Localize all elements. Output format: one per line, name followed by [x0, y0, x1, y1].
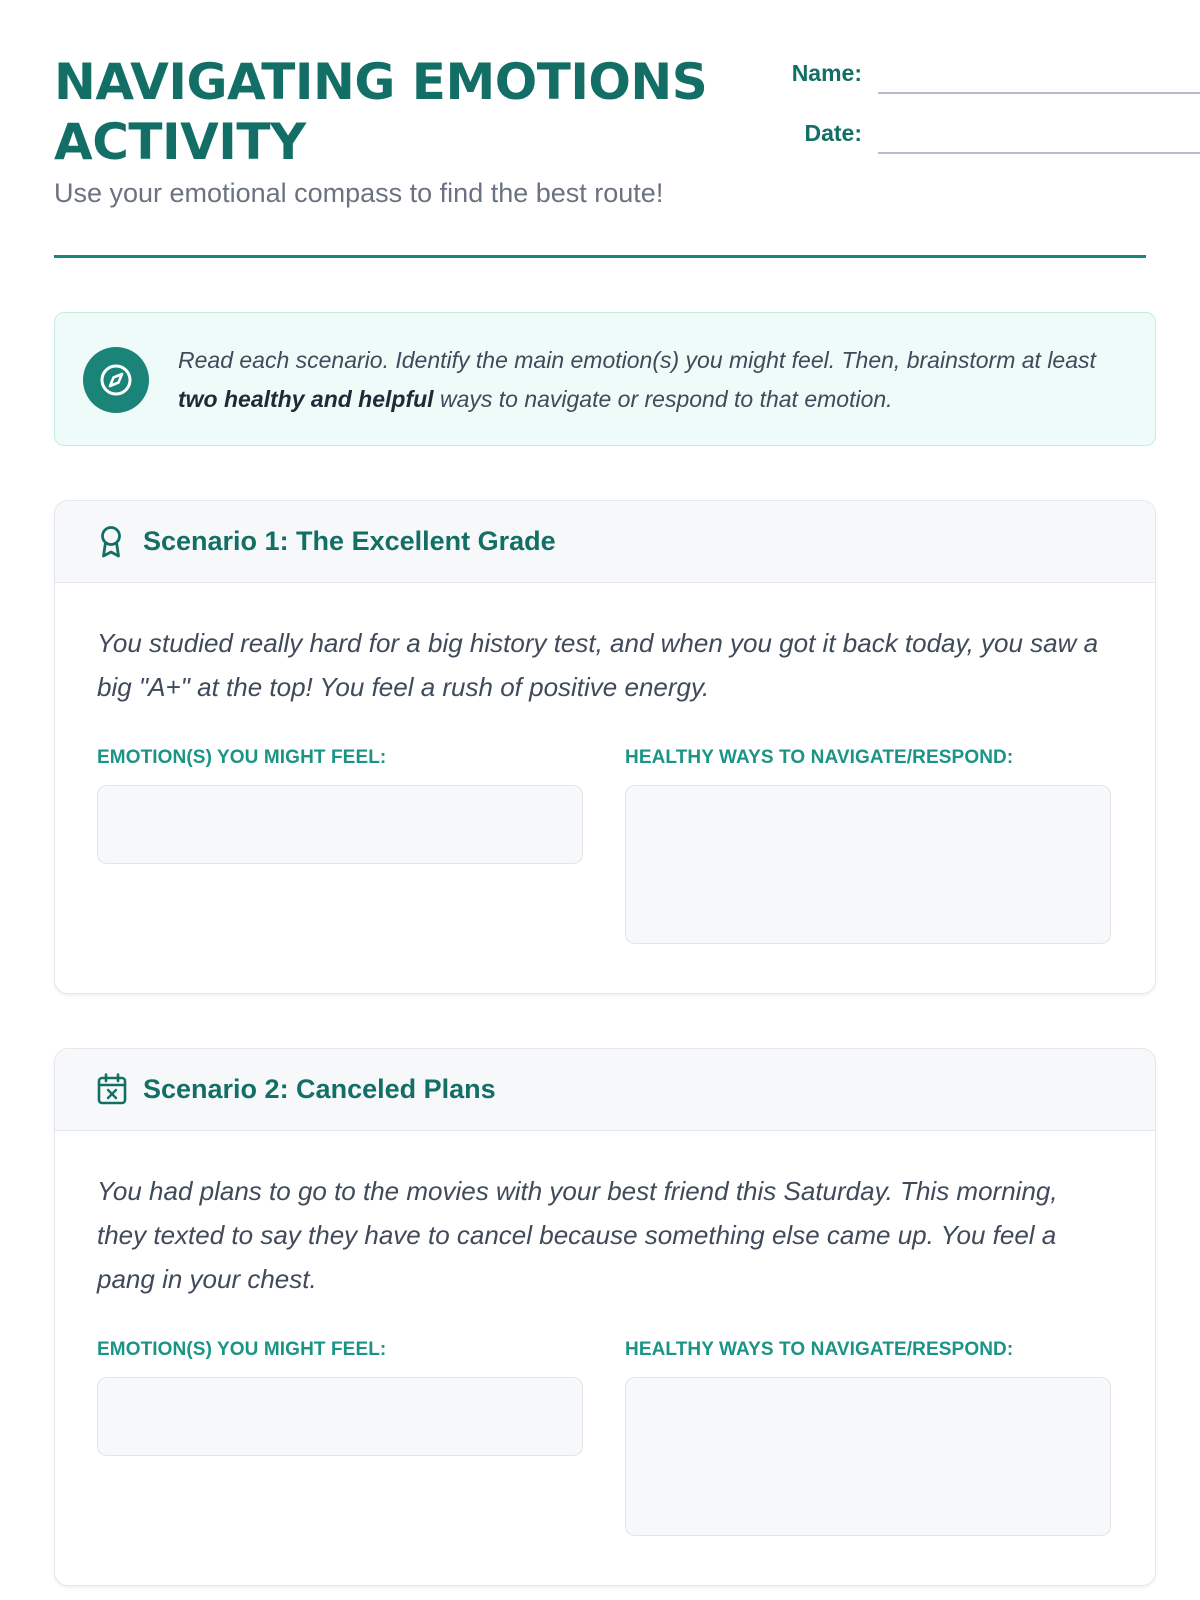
scenario-text: You had plans to go to the movies with your best friend this Saturday. This morning, they texted to say they have to cancel because something else came up. You feel a pang in your chest.	[97, 1176, 1058, 1294]
scenario-card-2	[54, 1048, 1156, 1586]
scenario-title: Scenario 1: The Excellent Grade	[143, 526, 556, 556]
instructions-box	[54, 312, 1156, 446]
date-field	[734, 116, 1200, 156]
emotion-answer-box[interactable]	[97, 785, 583, 864]
name-field	[734, 56, 1200, 96]
name-line[interactable]	[878, 92, 1200, 94]
ways-label: HEALTHY WAYS TO NAVIGATE/RESPOND:	[625, 1339, 1014, 1360]
scenario-card-1	[54, 500, 1156, 994]
ways-label: HEALTHY WAYS TO NAVIGATE/RESPOND:	[625, 747, 1014, 768]
scenario-header-1	[55, 501, 1155, 583]
emotion-answer-box[interactable]	[97, 1377, 583, 1456]
ways-answer-box[interactable]	[625, 785, 1111, 944]
page-subtitle: Use your emotional compass to find the best route!	[54, 178, 664, 208]
date-line[interactable]	[878, 152, 1200, 154]
award-icon	[97, 525, 125, 564]
date-label: Date:	[804, 120, 862, 146]
instructions-text: Read each scenario. Identify the main emotion(s) you might feel. Then, brainstorm at least two healthy and helpful ways to navigate or respond to that emotion.	[178, 347, 1096, 412]
instructions-emphasis: two healthy and helpful	[178, 386, 434, 412]
scenario-title: Scenario 2: Canceled Plans	[143, 1074, 496, 1104]
compass-icon	[83, 347, 149, 413]
scenario-header-2	[55, 1049, 1155, 1131]
ways-answer-box[interactable]	[625, 1377, 1111, 1536]
emotion-label: EMOTION(S) YOU MIGHT FEEL:	[97, 747, 387, 768]
calendar-x-icon	[97, 1073, 127, 1110]
emotion-label: EMOTION(S) YOU MIGHT FEEL:	[97, 1339, 387, 1360]
page-title: NAVIGATING EMOTIONS ACTIVITY	[54, 53, 708, 171]
worksheet-header	[54, 0, 1146, 258]
name-label: Name:	[791, 60, 862, 86]
scenario-text: You studied really hard for a big history test, and when you got it back today, you saw a big "A+" at the top! You feel a rush of positive energy.	[97, 628, 1099, 702]
